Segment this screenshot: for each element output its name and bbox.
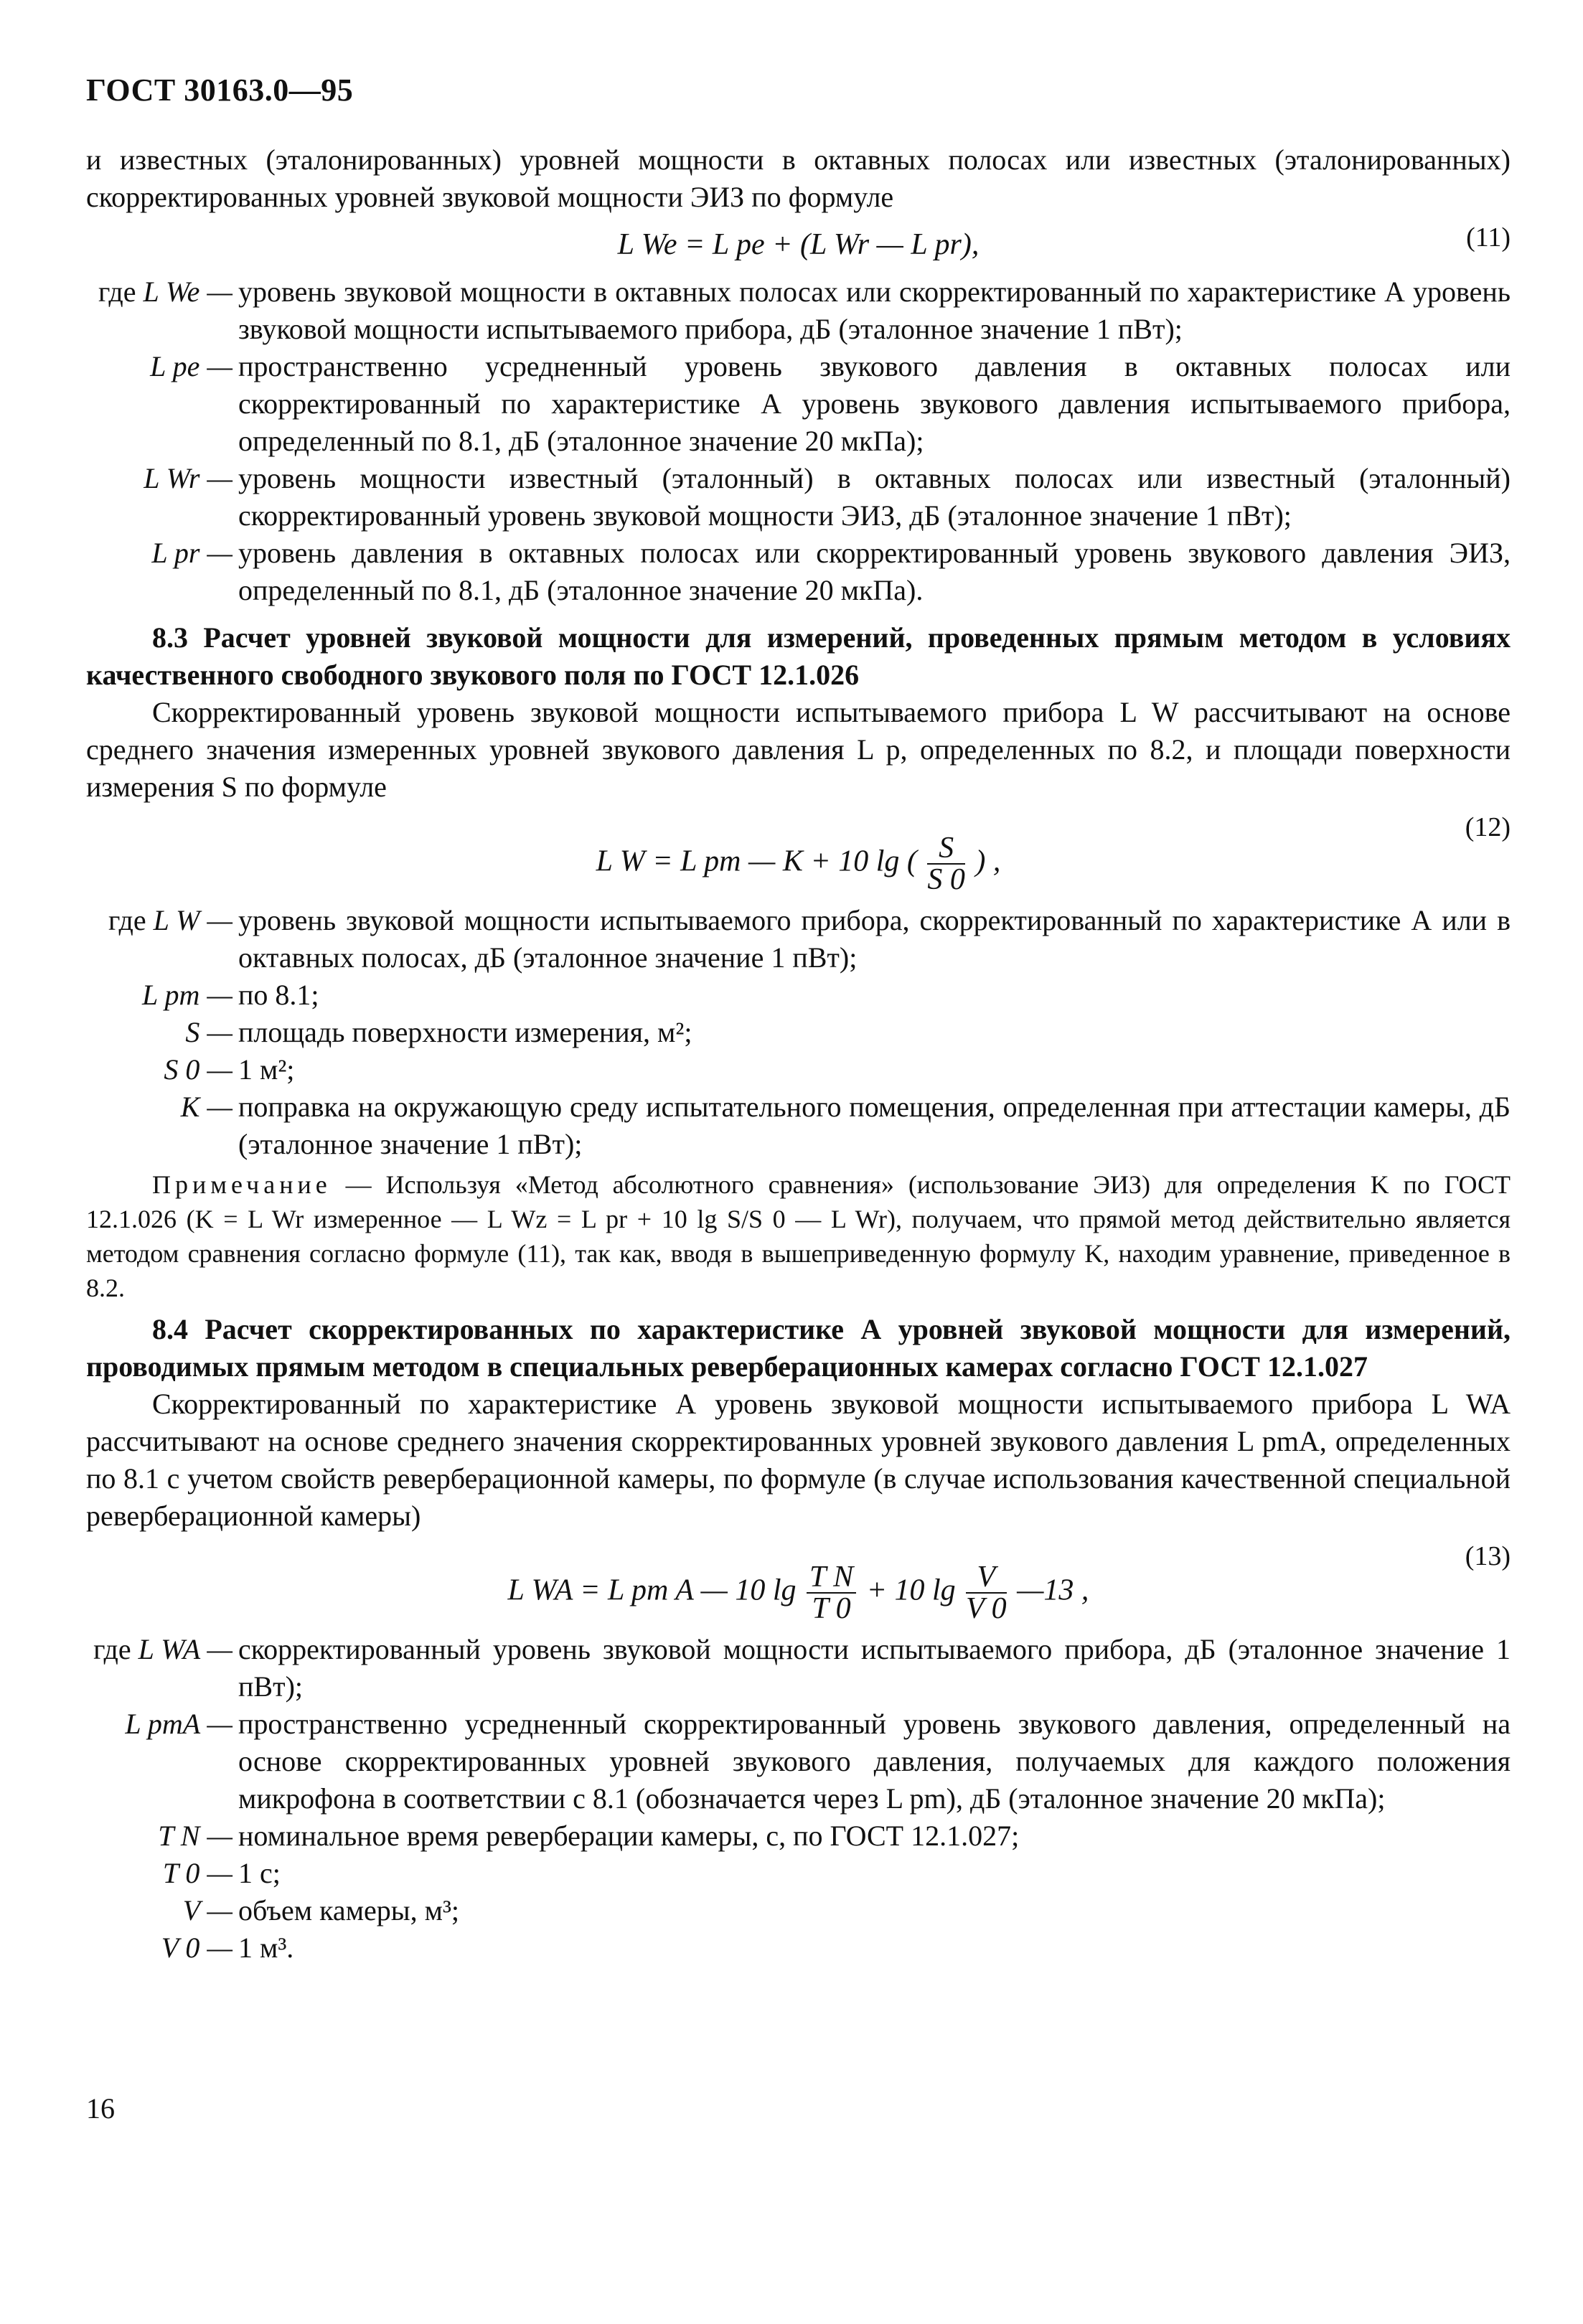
- formula-13-fraction-1: [807, 1562, 856, 1624]
- definition-symbol: L pm —: [142, 979, 232, 1011]
- definition-symbol: L pe —: [150, 350, 232, 382]
- definitions-11: [86, 273, 1511, 609]
- definition-symbol: T 0 —: [162, 1857, 232, 1889]
- definition-symbol: V —: [182, 1894, 232, 1927]
- note-paragraph: [86, 1167, 1511, 1305]
- definition-where: где: [108, 904, 146, 936]
- definition-symbol: S 0 —: [164, 1053, 232, 1086]
- definition-text: уровень звуковой мощности испытываемого прибора, скорректированный по характеристике А или в октавных полосах, дБ (эталонное значение 1 пВт);: [238, 904, 1511, 974]
- definition-row: [86, 1892, 1511, 1929]
- formula-13-rhs: —13 ,: [1017, 1573, 1089, 1607]
- formula-11-expression: L We = L pe + (L Wr — L pr),: [617, 228, 980, 261]
- page-number: 16: [86, 2092, 115, 2125]
- definition-symbol: L WA —: [138, 1633, 232, 1665]
- formula-13-lhs: L WA = L pm A — 10 lg: [507, 1573, 797, 1607]
- formula-12-number: (12): [1465, 812, 1511, 842]
- definition-text: 1 с;: [238, 1857, 281, 1889]
- definition-text: объем камеры, м³;: [238, 1894, 460, 1927]
- definition-row: [86, 348, 1511, 460]
- formula-12-denominator: S 0: [927, 863, 965, 896]
- definition-row: [86, 460, 1511, 535]
- definition-row: [86, 1929, 1511, 1967]
- definition-row: [86, 1855, 1511, 1892]
- definition-row: [86, 273, 1511, 348]
- definition-symbol: S —: [185, 1016, 232, 1048]
- definition-row: [86, 1631, 1511, 1706]
- formula-13-denominator-1: T 0: [812, 1592, 851, 1625]
- definition-symbol: L Wr —: [144, 462, 232, 494]
- definition-text: 1 м³.: [238, 1932, 294, 1964]
- definition-where: где: [93, 1633, 131, 1665]
- definition-symbol: L pr —: [151, 537, 232, 569]
- definition-row: [86, 1014, 1511, 1051]
- definition-text: поправка на окружающую среду испытательного помещения, определенная при аттестации камеры, дБ (эталонное значение 1 пВт);: [238, 1091, 1511, 1160]
- section-8-4-title: 8.4 Расчет скорректированных по характеристике А уровней звуковой мощности для измерений, проводимых прямым методом в специальных реверберационных камерах согласно ГОСТ 12.1.027: [86, 1313, 1511, 1383]
- definition-symbol: K —: [180, 1091, 232, 1123]
- section-8-3-paragraph: Скорректированный уровень звуковой мощности испытываемого прибора L W рассчитывают на основе среднего значения измеренных уровней звукового давления L p, определенных по 8.2, и площади поверхности измерения S по формуле: [86, 696, 1511, 803]
- definition-row: [86, 1706, 1511, 1817]
- definition-text: скорректированный уровень звуковой мощности испытываемого прибора, дБ (эталонное значение 1 пВт);: [238, 1633, 1511, 1703]
- formula-12-fraction: [927, 833, 965, 895]
- definition-text: уровень звуковой мощности в октавных полосах или скорректированный по характеристике А уровень звуковой мощности испытываемого прибора, дБ (эталонное значение 1 пВт);: [238, 276, 1511, 345]
- definition-symbol: V 0 —: [161, 1932, 232, 1964]
- formula-11: [86, 222, 1511, 268]
- intro-paragraph: и известных (эталонированных) уровней мощности в октавных полосах или известных (эталонированных) скорректированных уровней звуковой мощности ЭИЗ по формуле: [86, 144, 1511, 213]
- document-page: [86, 72, 1511, 1967]
- definition-symbol: L W —: [153, 904, 232, 936]
- definition-row: [86, 902, 1511, 977]
- formula-12-rhs: ) ,: [975, 845, 1001, 878]
- definitions-12: [86, 902, 1511, 1163]
- formula-13-numerator-2: V: [966, 1562, 1006, 1594]
- definition-text: пространственно усредненный скорректированный уровень звукового давления, определенный на основе скорректированных уровней звукового давления, получаемых для каждого положения микрофона в соответствии с 8.1 (обозначается через L pm), дБ (эталонное значение 20 мкПа);: [238, 1708, 1511, 1815]
- definition-row: [86, 1051, 1511, 1088]
- formula-13-numerator-1: T N: [807, 1562, 856, 1594]
- formula-13: [86, 1540, 1511, 1625]
- definition-row: [86, 1817, 1511, 1855]
- formula-13-mid: + 10 lg: [866, 1573, 956, 1607]
- formula-12-numerator: S: [927, 833, 965, 865]
- definition-text: площадь поверхности измерения, м²;: [238, 1016, 692, 1048]
- definition-row: [86, 977, 1511, 1014]
- section-8-3-title: 8.3 Расчет уровней звуковой мощности для измерений, проведенных прямым методом в условиях качественного свободного звукового поля по ГОСТ 12.1.026: [86, 621, 1511, 691]
- definition-text: уровень мощности известный (эталонный) в октавных полосах или известный (эталонный) скорректированный уровень звуковой мощности ЭИЗ, дБ (эталонное значение 1 пВт);: [238, 462, 1511, 532]
- section-8-4-paragraph: Скорректированный по характеристике А уровень звуковой мощности испытываемого прибора L WA рассчитывают на основе среднего значения скорректированных уровней звукового давления L pmA, определенных по 8.1 с учетом свойств реверберационной камеры, по формуле (в случае использования качественной специальной реверберационной камеры): [86, 1388, 1511, 1532]
- definition-where: где: [98, 276, 136, 308]
- definition-text: уровень давления в октавных полосах или скорректированный уровень звукового давления ЭИЗ, определенный по 8.1, дБ (эталонное значение 20 мкПа).: [238, 537, 1511, 606]
- formula-13-fraction-2: [966, 1562, 1006, 1624]
- definition-symbol: L pmA —: [125, 1708, 232, 1740]
- formula-12: [86, 811, 1511, 896]
- definition-text: по 8.1;: [238, 979, 319, 1011]
- definition-row: [86, 535, 1511, 609]
- document-header: ГОСТ 30163.0—95: [86, 72, 354, 108]
- formula-13-number: (13): [1465, 1541, 1511, 1571]
- formula-11-number: (11): [1466, 222, 1511, 253]
- note-text: — Используя «Метод абсолютного сравнения» (использование ЭИЗ) для определения K по ГОСТ 12.1.026 (K = L Wr измеренное — L Wz = L pr + 10 lg S/S 0 — L Wr), получаем, что прямой метод действительно является методом сравнения согласно формуле (11), так как, вводя в вышеприведенную формулу K, находим уравнение, приведенное в 8.2.: [86, 1170, 1511, 1302]
- definition-row: [86, 1088, 1511, 1163]
- definition-text: 1 м²;: [238, 1053, 295, 1086]
- note-label: Примечание: [152, 1170, 332, 1199]
- formula-13-denominator-2: V 0: [966, 1592, 1007, 1625]
- definition-text: пространственно усредненный уровень звукового давления в октавных полосах или скорректированный по характеристике А уровень звукового давления испытываемого прибора, определенный по 8.1, дБ (эталонное значение 20 мкПа);: [238, 350, 1511, 457]
- formula-12-lhs: L W = L pm — K + 10 lg (: [596, 845, 917, 878]
- definitions-13: [86, 1631, 1511, 1967]
- definition-symbol: T N —: [158, 1820, 232, 1852]
- definition-text: номинальное время реверберации камеры, с, по ГОСТ 12.1.027;: [238, 1820, 1020, 1852]
- definition-symbol: L We —: [143, 276, 232, 308]
